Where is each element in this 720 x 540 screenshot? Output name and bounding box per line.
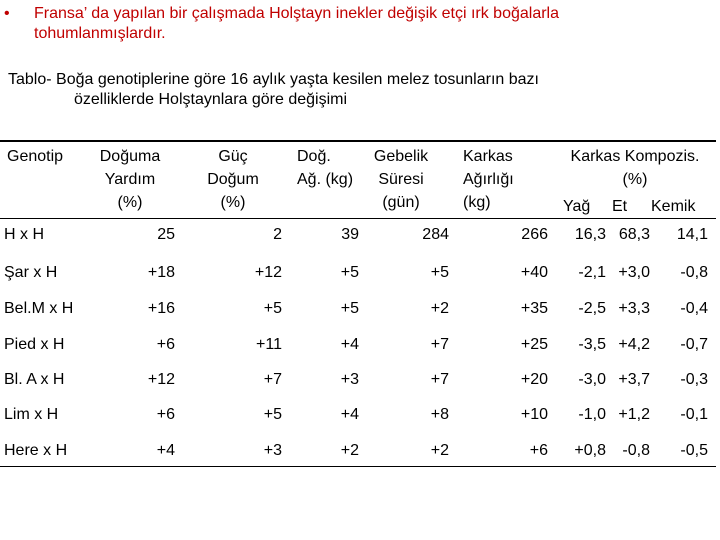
cell-karkas: +25 xyxy=(520,336,548,353)
header-genotip-label: Genotip xyxy=(7,148,64,165)
cell-karkas: +6 xyxy=(529,442,548,459)
cell-guc: +12 xyxy=(254,264,282,281)
header-karkas-kompozis xyxy=(555,145,715,191)
cell-yag: -2,1 xyxy=(578,264,606,281)
cell-doguma: +6 xyxy=(156,336,175,353)
cell-kemik: -0,7 xyxy=(680,336,708,353)
header-dog-line2: Ağ. (kg) xyxy=(297,171,354,188)
cell-yag: -2,5 xyxy=(578,300,606,317)
cell-doguma: +16 xyxy=(147,300,175,317)
header-gebelik-line1: Gebelik xyxy=(373,148,429,165)
cell-guc: 2 xyxy=(273,226,282,243)
caption-line-2: özelliklerde Holştaynlara göre değişimi xyxy=(74,91,348,108)
cell-karkas: +40 xyxy=(520,264,548,281)
header-guc-line3: (%) xyxy=(220,194,246,211)
header-yag: Yağ xyxy=(563,198,591,215)
cell-karkas: +20 xyxy=(520,371,548,388)
header-gebelik xyxy=(365,145,437,214)
cell-gebelik: +2 xyxy=(430,442,449,459)
cell-dog-ag: +3 xyxy=(340,371,359,388)
header-bottom-rule xyxy=(0,218,716,219)
cell-et: -0,8 xyxy=(622,442,650,459)
cell-genotip: Pied x H xyxy=(4,336,65,353)
cell-kemik: -0,8 xyxy=(680,264,708,281)
cell-yag: +0,8 xyxy=(574,442,606,459)
header-dog-ag xyxy=(297,145,353,191)
cell-dog-ag: +4 xyxy=(340,406,359,423)
header-karkas-agirligi xyxy=(463,145,514,214)
header-guc-line1: Güç xyxy=(218,148,248,165)
cell-genotip: H x H xyxy=(4,226,44,243)
cell-doguma: +6 xyxy=(156,406,175,423)
bullet-icon: • xyxy=(4,5,10,22)
cell-gebelik: +2 xyxy=(430,300,449,317)
cell-guc: +7 xyxy=(263,371,282,388)
cell-genotip: Bl. A x H xyxy=(4,371,65,388)
header-kompozis-line2: (%) xyxy=(622,171,648,188)
header-doguma-line3: (%) xyxy=(117,194,143,211)
header-gebelik-line3: (gün) xyxy=(382,194,420,211)
cell-doguma: +12 xyxy=(147,371,175,388)
cell-kemik: -0,4 xyxy=(680,300,708,317)
cell-guc: +5 xyxy=(263,406,282,423)
cell-kemik: -0,3 xyxy=(680,371,708,388)
caption-line-1: Tablo- Boğa genotiplerine göre 16 aylık yaşta kesilen melez tosunların bazı xyxy=(8,71,539,88)
cell-et: +1,2 xyxy=(618,406,650,423)
cell-et: +3,7 xyxy=(618,371,650,388)
cell-genotip: Lim x H xyxy=(4,406,59,423)
table-bottom-rule xyxy=(0,466,716,467)
cell-guc: +3 xyxy=(263,442,282,459)
cell-gebelik: +8 xyxy=(430,406,449,423)
header-guc-dogum xyxy=(193,145,273,214)
cell-gebelik: +5 xyxy=(430,264,449,281)
cell-doguma: 25 xyxy=(157,226,175,243)
table-top-rule xyxy=(0,140,716,142)
header-karkas-line1: Karkas xyxy=(463,148,513,165)
cell-et: 68,3 xyxy=(618,226,650,243)
cell-doguma: +18 xyxy=(147,264,175,281)
header-genotip xyxy=(7,145,63,168)
cell-et: +3,3 xyxy=(618,300,650,317)
intro-text: Fransa’ da yapılan bir çalışmada Holştayn inekler değişik etçi ırk boğalarla tohumlanmışlardır. xyxy=(34,5,559,42)
cell-karkas: +10 xyxy=(520,406,548,423)
header-karkas-line3: (kg) xyxy=(463,194,491,211)
cell-kemik: -0,1 xyxy=(680,406,708,423)
cell-dog-ag: +4 xyxy=(340,336,359,353)
header-karkas-line2: Ağırlığı xyxy=(463,171,514,188)
header-doguma-line1: Doğuma xyxy=(99,148,161,165)
cell-et: +4,2 xyxy=(618,336,650,353)
cell-yag: -3,5 xyxy=(578,336,606,353)
header-guc-line2: Doğum xyxy=(207,171,259,188)
table-caption xyxy=(8,70,708,110)
cell-genotip: Here x H xyxy=(4,442,68,459)
cell-guc: +11 xyxy=(256,336,282,353)
header-doguma-yardim xyxy=(90,145,170,214)
cell-yag: -1,0 xyxy=(578,406,606,423)
cell-gebelik: +7 xyxy=(430,336,449,353)
cell-genotip: Bel.M x H xyxy=(4,300,74,317)
header-kompozis-line1: Karkas Kompozis. xyxy=(570,148,700,165)
cell-dog-ag: +2 xyxy=(340,442,359,459)
cell-dog-ag: +5 xyxy=(340,300,359,317)
cell-kemik: 14,1 xyxy=(676,226,708,243)
header-dog-line1: Doğ. xyxy=(297,148,331,165)
cell-karkas: 266 xyxy=(521,226,548,243)
cell-guc: +5 xyxy=(263,300,282,317)
header-doguma-line2: Yardım xyxy=(104,171,156,188)
cell-karkas: +35 xyxy=(520,300,548,317)
cell-yag: -3,0 xyxy=(578,371,606,388)
cell-doguma: +4 xyxy=(156,442,175,459)
cell-dog-ag: 39 xyxy=(341,226,359,243)
header-et: Et xyxy=(612,198,628,215)
cell-yag: 16,3 xyxy=(574,226,606,243)
cell-genotip: Şar x H xyxy=(4,264,58,281)
cell-gebelik: +7 xyxy=(430,371,449,388)
cell-kemik: -0,5 xyxy=(680,442,708,459)
header-kemik: Kemik xyxy=(651,198,696,215)
cell-gebelik: 284 xyxy=(422,226,449,243)
header-gebelik-line2: Süresi xyxy=(378,171,424,188)
cell-et: +3,0 xyxy=(618,264,650,281)
cell-dog-ag: +5 xyxy=(340,264,359,281)
